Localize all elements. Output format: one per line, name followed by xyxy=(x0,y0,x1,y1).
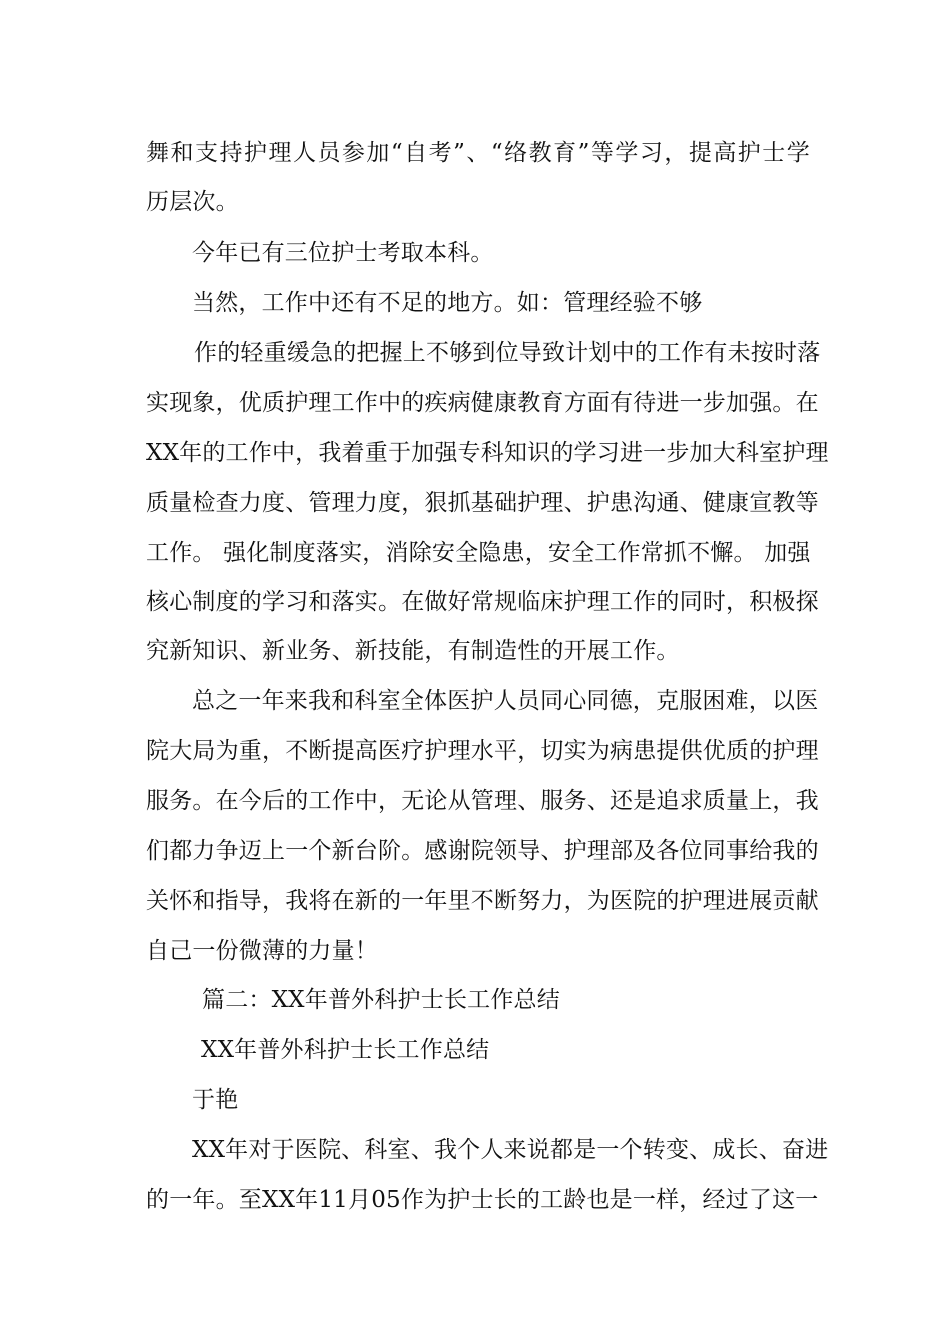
text-line: 们都力争迈上一个新台阶。感谢院领导、护理部及各位同事给我的 xyxy=(146,838,819,864)
text-line: 自己一份微薄的力量！ xyxy=(146,938,378,964)
text-line: 核心制度的学习和落实。在做好常规临床护理工作的同时，积极探 xyxy=(146,589,819,615)
text-line: 服务。在今后的工作中，无论从管理、服务、还是追求质量上，我 xyxy=(146,788,819,814)
text-line: 的一年。至XX年11月05作为护士长的工龄也是一样，经过了这一 xyxy=(146,1187,819,1213)
text-line: 舞和支持护理人员参加“自考”、“络教育”等学习，提高护士学 xyxy=(146,140,810,166)
text-line: XX年的工作中，我着重于加强专科知识的学习进一步加大科室护理 xyxy=(146,440,829,466)
text-line: 历层次。 xyxy=(146,189,239,215)
text-line: 究新知识、新业务、新技能，有制造性的开展工作。 xyxy=(146,638,680,664)
text-line: 工作。 强化制度落实，消除安全隐患，安全工作常抓不懈。 加强 xyxy=(146,540,811,566)
author-name: 于艳 xyxy=(192,1087,239,1113)
text-line: 实现象，优质护理工作中的疾病健康教育方面有待进一步加强。在 xyxy=(146,390,819,416)
text-line: XX年对于医院、科室、我个人来说都是一个转变、成长、奋进 xyxy=(192,1137,829,1163)
section-heading: 篇二：XX年普外科护士长工作总结 xyxy=(202,987,560,1013)
text-line: 关怀和指导，我将在新的一年里不断努力，为医院的护理进展贡献 xyxy=(146,888,819,914)
text-line: 质量检查力度、管理力度，狠抓基础护理、护患沟通、健康宣教等 xyxy=(146,490,819,516)
document-title: XX年普外科护士长工作总结 xyxy=(201,1037,490,1063)
text-line: 院大局为重，不断提高医疗护理水平，切实为病患提供优质的护理 xyxy=(146,738,819,764)
text-line: 作的轻重缓急的把握上不够到位导致计划中的工作有未按时落 xyxy=(194,340,821,366)
text-line: 今年已有三位护士考取本科。 xyxy=(192,240,494,266)
text-line: 总之一年来我和科室全体医护人员同心同德，克服困难，以医 xyxy=(192,688,819,714)
text-line: 当然，工作中还有不足的地方。如：管理经验不够 xyxy=(192,290,703,316)
